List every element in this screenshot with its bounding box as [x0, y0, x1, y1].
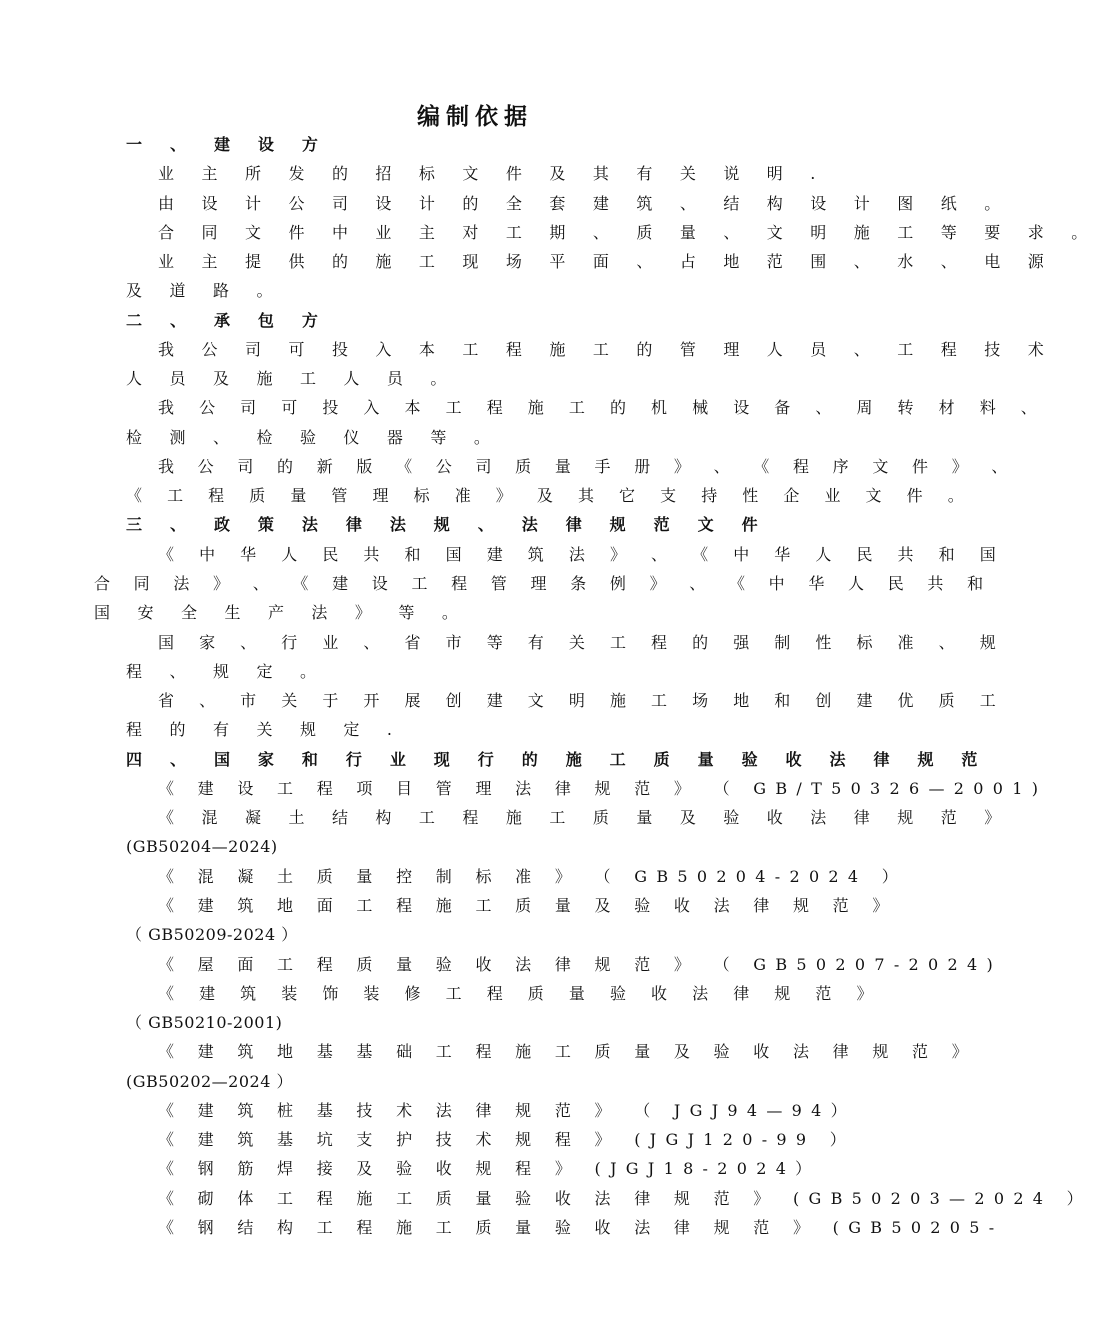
- text-line: 程 的 有 关 规 定 .: [126, 720, 404, 739]
- text-line: 《 屋 面 工 程 质 量 验 收 法 律 规 范 》 （ GB50207-2024): [158, 955, 1002, 974]
- text-line: 《 混 凝 土 质 量 控 制 标 准 》 （ GB50204-2024 ）: [158, 867, 908, 886]
- text-line: 我 公 司 可 投 入 本 工 程 施 工 的 机 械 设 备 、 周 转 材 料 、: [158, 398, 1047, 417]
- text-line: 《 建 筑 装 饰 装 修 工 程 质 量 验 收 法 律 规 范 》: [158, 984, 883, 1003]
- text-line: 由 设 计 公 司 设 计 的 全 套 建 筑 、 结 构 设 计 图 纸 。: [158, 194, 1012, 213]
- text-line: 《 钢 结 构 工 程 施 工 质 量 验 收 法 律 规 范 》 (GB50205-: [158, 1218, 1004, 1237]
- section-heading-2: 二 、 承 包 方: [126, 311, 330, 330]
- text-line: 合 同 文 件 中 业 主 对 工 期 、 质 量 、 文 明 施 工 等 要 求 。: [158, 223, 1098, 242]
- text-line: 《 建 筑 地 基 基 础 工 程 施 工 质 量 及 验 收 法 律 规 范 》: [158, 1042, 978, 1061]
- text-line: 及 道 路 。: [126, 281, 284, 300]
- text-line: 检 测 、 检 验 仪 器 等 。: [126, 428, 502, 447]
- text-line: 国 安 全 生 产 法 》 等 。: [94, 603, 470, 622]
- text-line: 人 员 及 施 工 人 员 。: [126, 369, 458, 388]
- text-line: (GB50204—2024): [126, 837, 278, 856]
- text-line: 我 公 司 的 新 版 《 公 司 质 量 手 册 》 、 《 程 序 文 件 》 、: [158, 457, 1017, 476]
- text-line: 业 主 所 发 的 招 标 文 件 及 其 有 关 说 明 .: [158, 164, 827, 183]
- text-line: 合 同 法 》 、 《 建 设 工 程 管 理 条 例 》 、 《 中 华 人 民 共 和: [94, 574, 993, 593]
- text-line: （ GB50210-2001): [126, 1013, 283, 1032]
- text-line: 国 家 、 行 业 、 省 市 等 有 关 工 程 的 强 制 性 标 准 、 规: [158, 633, 1006, 652]
- section-heading-3: 三 、 政 策 法 律 法 规 、 法 律 规 范 文 件: [126, 515, 769, 534]
- document-title: 编制依据: [417, 103, 533, 130]
- section-heading-4: 四 、 国 家 和 行 业 现 行 的 施 工 质 量 验 收 法 律 规 范: [126, 750, 989, 769]
- text-line: 《 混 凝 土 结 构 工 程 施 工 质 量 及 验 收 法 律 规 范 》: [158, 808, 1012, 827]
- text-line: 我 公 司 可 投 入 本 工 程 施 工 的 管 理 人 员 、 工 程 技 术: [158, 340, 1055, 359]
- text-line: 省 、 市 关 于 开 展 创 建 文 明 施 工 场 地 和 创 建 优 质 工: [158, 691, 1006, 710]
- text-line: 《 工 程 质 量 管 理 标 准 》 及 其 它 支 持 性 企 业 文 件 。: [126, 486, 974, 505]
- text-line: 《 钢 筋 焊 接 及 验 收 规 程 》 (JGJ18-2024）: [158, 1159, 821, 1178]
- text-line: 业 主 提 供 的 施 工 现 场 平 面 、 占 地 范 围 、 水 、 电 源: [158, 252, 1055, 271]
- text-line: 《 建 筑 桩 基 技 术 法 律 规 范 》 （ JGJ94—94）: [158, 1101, 856, 1120]
- text-line: 《 建 筑 地 面 工 程 施 工 质 量 及 验 收 法 律 规 范 》: [158, 896, 898, 915]
- text-line: 程 、 规 定 。: [126, 662, 328, 681]
- section-heading-1: 一 、 建 设 方: [126, 135, 330, 154]
- text-line: 《 中 华 人 民 共 和 国 建 筑 法 》 、 《 中 华 人 民 共 和 国: [158, 545, 1006, 564]
- text-line: 《 建 筑 基 坑 支 护 技 术 规 程 》 (JGJ120-99 ）: [158, 1130, 856, 1149]
- text-line: （ GB50209-2024 ）: [126, 925, 298, 944]
- text-line: 《 建 设 工 程 项 目 管 理 法 律 规 范 》 （ GB/T50326—2001): [158, 779, 1048, 798]
- text-line: (GB50202—2024 ）: [126, 1072, 293, 1091]
- text-line: 《 砌 体 工 程 施 工 质 量 验 收 法 律 规 范 》 (GB50203—2024 ）: [158, 1189, 1092, 1208]
